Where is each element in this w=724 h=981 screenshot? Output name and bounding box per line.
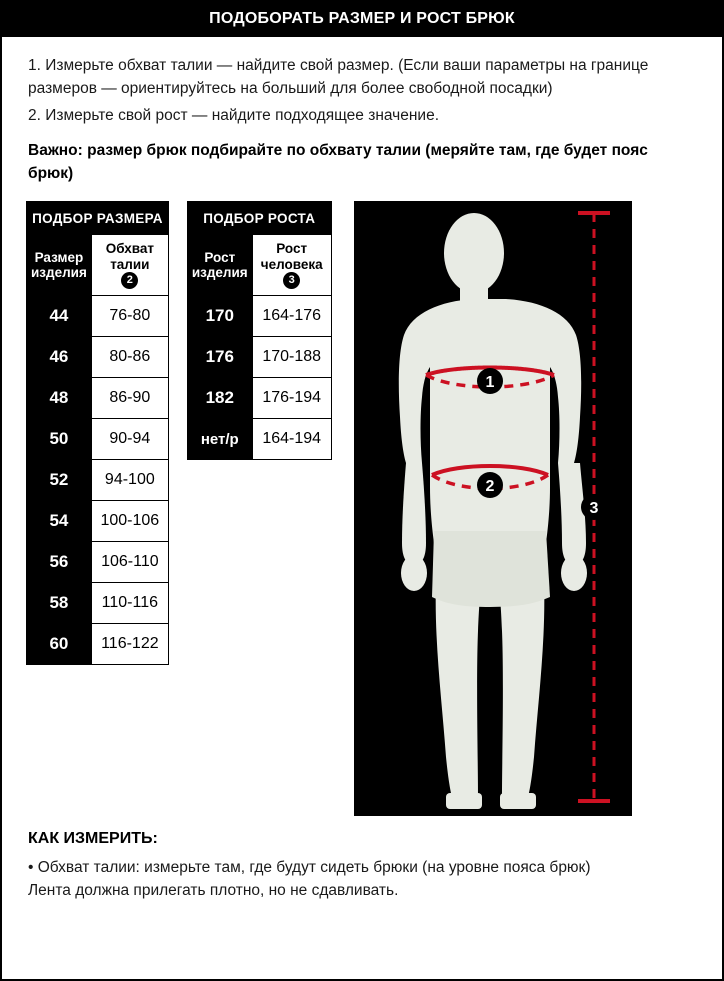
person-height-value: 164-194 — [252, 419, 331, 460]
howto-line-1: • Обхват талии: измерьте там, где будут сидеть брюки (на уровне пояса брюк) — [28, 859, 591, 877]
waist-value: 90-94 — [91, 419, 168, 460]
table-row — [27, 378, 169, 419]
waist-value: 94-100 — [91, 460, 168, 501]
size-table-title: ПОДБОР РАЗМЕРА — [27, 202, 169, 235]
size-value: 44 — [27, 296, 92, 337]
table-row — [27, 460, 169, 501]
table-row — [187, 378, 331, 419]
table-row — [27, 542, 169, 583]
measurement-figure — [354, 201, 632, 816]
table-row — [27, 624, 169, 665]
table-row — [187, 235, 331, 296]
waist-value: 116-122 — [91, 624, 168, 665]
size-table-header-waist — [91, 235, 168, 296]
header-waist-line2: талии — [110, 256, 150, 272]
size-selection-table — [26, 201, 169, 665]
header-product-line1: Рост — [204, 249, 236, 265]
tables-and-figure — [2, 201, 722, 816]
table-row — [27, 337, 169, 378]
marker-3 — [581, 494, 607, 520]
marker-2 — [477, 472, 503, 498]
product-height-value: 176 — [187, 337, 252, 378]
important-note: Важно: размер брюк подбирайте по обхвату талии (меряйте там, где будет пояс брюк) — [28, 141, 648, 182]
page-header — [0, 0, 724, 37]
howto-line-2: Лента должна прилегать плотно, но не сдавливать. — [28, 882, 399, 900]
size-table-header-size: Размер изделия — [27, 235, 92, 296]
person-height-value: 176-194 — [252, 378, 331, 419]
height-selection-table — [187, 201, 332, 460]
table-row — [187, 337, 331, 378]
svg-text:1: 1 — [485, 374, 495, 392]
table-row — [27, 501, 169, 542]
table-row — [27, 296, 169, 337]
height-table-title: ПОДБОР РОСТА — [187, 202, 331, 235]
product-height-value: 182 — [187, 378, 252, 419]
height-table-header-person — [252, 235, 331, 296]
svg-text:3: 3 — [589, 500, 599, 518]
size-value: 48 — [27, 378, 92, 419]
size-value: 46 — [27, 337, 92, 378]
waist-value: 100-106 — [91, 501, 168, 542]
product-height-value: нет/р — [187, 419, 252, 460]
size-value: 54 — [27, 501, 92, 542]
header-person-line1: Рост — [276, 241, 308, 257]
size-value: 56 — [27, 542, 92, 583]
waist-value: 80-86 — [91, 337, 168, 378]
waist-value: 106-110 — [91, 542, 168, 583]
table-row — [27, 419, 169, 460]
table-row — [27, 235, 169, 296]
mannequin-illustration — [354, 201, 632, 816]
waist-value: 76-80 — [91, 296, 168, 337]
badge-2-icon: 2 — [121, 272, 138, 289]
content-panel — [0, 37, 724, 981]
svg-text:2: 2 — [485, 478, 495, 496]
product-height-value: 170 — [187, 296, 252, 337]
howto-block — [2, 816, 722, 903]
table-row — [187, 296, 331, 337]
size-value: 50 — [27, 419, 92, 460]
size-value: 58 — [27, 583, 92, 624]
waist-value: 110-116 — [91, 583, 168, 624]
table-row — [187, 419, 331, 460]
page-title: ПОДОБОРАТЬ РАЗМЕР И РОСТ БРЮК — [209, 9, 515, 27]
instruction-line-1: 1. Измерьте обхват талии — найдите свой размер. (Если ваши параметры на границе размеров — ориентируйтесь на больший для более свободной посадки) — [28, 57, 649, 97]
height-table-header-product — [187, 235, 252, 296]
header-person-line2: человека — [260, 256, 323, 272]
table-row — [187, 202, 331, 235]
table-row — [27, 202, 169, 235]
waist-value: 86-90 — [91, 378, 168, 419]
instruction-line-2: 2. Измерьте свой рост — найдите подходящее значение. — [28, 106, 440, 124]
table-row — [27, 583, 169, 624]
badge-3-icon: 3 — [283, 272, 300, 289]
marker-1 — [477, 368, 503, 394]
instructions-block — [2, 37, 722, 186]
mannequin-shorts — [432, 531, 550, 607]
size-value: 60 — [27, 624, 92, 665]
header-product-line2: изделия — [191, 265, 248, 281]
person-height-value: 170-188 — [252, 337, 331, 378]
person-height-value: 164-176 — [252, 296, 331, 337]
howto-title: КАК ИЗМЕРИТЬ: — [28, 830, 158, 848]
header-waist-line1: Обхват — [105, 241, 154, 257]
size-value: 52 — [27, 460, 92, 501]
